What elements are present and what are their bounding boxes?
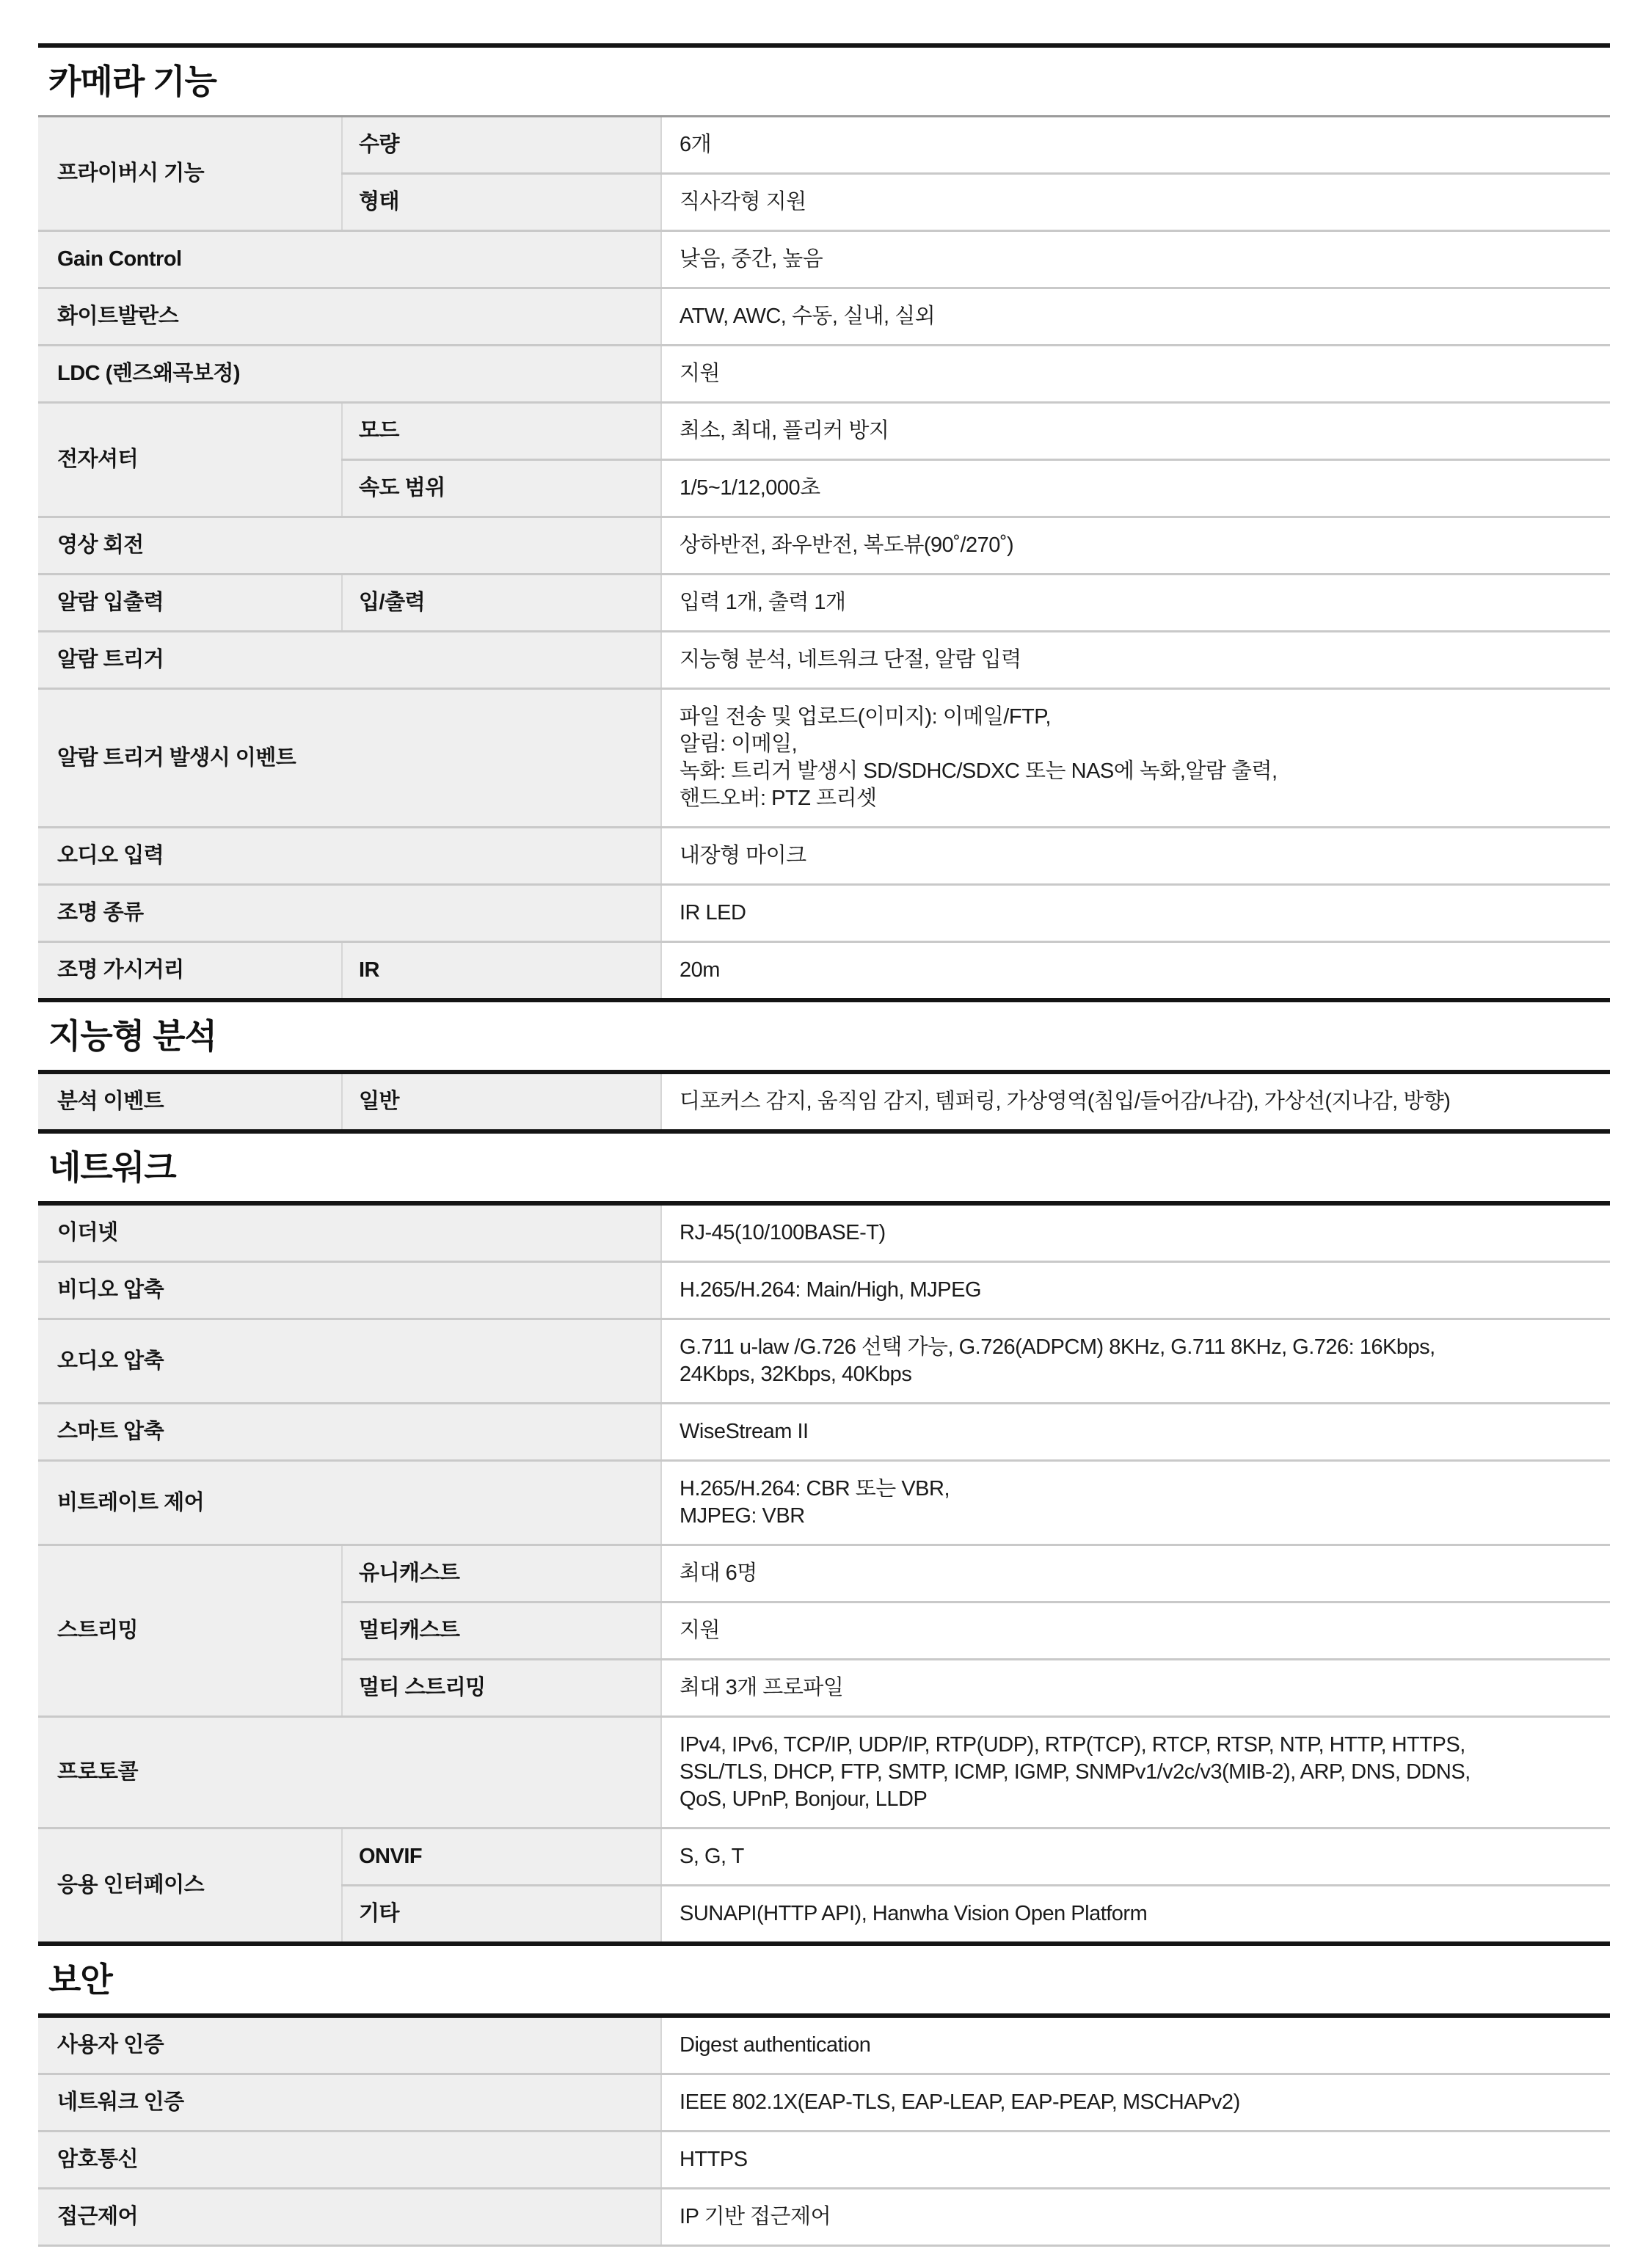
spec-label-cell: 오디오 입력 xyxy=(38,828,661,885)
spec-value-cell xyxy=(661,1319,1610,1404)
spec-row xyxy=(38,1319,1610,1404)
spec-label-cell: 영상 회전 xyxy=(38,517,661,575)
spec-label-cell: 오디오 압축 xyxy=(38,1319,661,1404)
spec-value-line: 지능형 분석, 네트워크 단절, 알람 입력 xyxy=(680,648,1021,671)
spec-value-line: 지원 xyxy=(680,362,721,385)
spec-value-line: ATW, AWC, 수동, 실내, 실외 xyxy=(680,305,936,328)
spec-label-cell: 알람 트리거 발생시 이벤트 xyxy=(38,689,661,828)
spec-value-line: 24Kbps, 32Kbps, 40Kbps xyxy=(680,1363,912,1386)
spec-row xyxy=(38,231,1610,288)
spec-label-cell: Gain Control xyxy=(38,231,661,288)
spec-sublabel-cell: ONVIF xyxy=(342,1828,661,1886)
spec-value-cell xyxy=(661,1404,1610,1461)
spec-value-cell xyxy=(661,575,1610,632)
spec-value-cell xyxy=(661,1602,1610,1660)
spec-value-cell xyxy=(661,174,1610,231)
section-title: 지능형 분석 xyxy=(48,1017,216,1055)
spec-sections xyxy=(38,59,1610,2247)
spec-row xyxy=(38,828,1610,885)
spec-value-cell xyxy=(661,1545,1610,1602)
spec-value-line: 직사각형 지원 xyxy=(680,190,806,214)
spec-label-cell: 스트리밍 xyxy=(38,1545,342,1717)
spec-value-line: HTTPS xyxy=(680,2148,748,2171)
spec-value-cell xyxy=(661,1262,1610,1319)
spec-label-cell: 스마트 압축 xyxy=(38,1404,661,1461)
section-title: 네트워크 xyxy=(48,1148,176,1186)
spec-value-cell xyxy=(661,2132,1610,2189)
spec-value-line: 녹화: 트리거 발생시 SD/SDHC/SDXC 또는 NAS에 녹화,알람 출력, xyxy=(680,759,1278,783)
spec-value-line: 6개 xyxy=(680,133,712,156)
spec-row xyxy=(38,1828,1610,1886)
spec-value-cell xyxy=(661,288,1610,346)
spec-value-line: 파일 전송 및 업로드(이미지): 이메일/FTP, xyxy=(680,705,1051,729)
spec-value-cell xyxy=(661,1203,1610,1262)
spec-label-cell: 이더넷 xyxy=(38,1203,661,1262)
spec-value-line: SUNAPI(HTTP API), Hanwha Vision Open Platform xyxy=(680,1902,1148,1925)
spec-value-line: 20m xyxy=(680,958,720,982)
spec-value-line: 최대 3개 프로파일 xyxy=(680,1676,844,1699)
spec-value-line: IPv4, IPv6, TCP/IP, UDP/IP, RTP(UDP), RTP(TCP), RTCP, RTSP, NTP, HTTP, HTTPS, xyxy=(680,1733,1465,1757)
spec-row xyxy=(38,2189,1610,2246)
spec-row xyxy=(38,288,1610,346)
spec-row xyxy=(38,1717,1610,1828)
spec-label-cell: 조명 종류 xyxy=(38,885,661,942)
spec-value-line: IEEE 802.1X(EAP-TLS, EAP-LEAP, EAP-PEAP, MSCHAPv2) xyxy=(680,2090,1240,2114)
spec-label-cell: 프라이버시 기능 xyxy=(38,117,342,231)
spec-value-line: 디포커스 감지, 움직임 감지, 템퍼링, 가상영역(침입/들어감/나감), 가상선(지나감, 방향) xyxy=(680,1090,1451,1113)
spec-row xyxy=(38,117,1610,174)
spec-value-line: 낮음, 중간, 높음 xyxy=(680,247,823,271)
spec-label-cell: 비트레이트 제어 xyxy=(38,1461,661,1545)
spec-label-cell: 화이트발란스 xyxy=(38,288,661,346)
spec-value-line: 내장형 마이크 xyxy=(680,844,806,867)
spec-row xyxy=(38,1545,1610,1602)
spec-label-cell: 응용 인터페이스 xyxy=(38,1828,342,1944)
spec-value-line: 최대 6명 xyxy=(680,1561,757,1585)
spec-value-cell xyxy=(661,346,1610,403)
spec-row xyxy=(38,1262,1610,1319)
spec-row xyxy=(38,1404,1610,1461)
spec-value-cell xyxy=(661,632,1610,689)
spec-value-cell xyxy=(661,1461,1610,1545)
section-title: 카메라 기능 xyxy=(48,62,216,101)
spec-value-line: 1/5~1/12,000초 xyxy=(680,476,820,500)
spec-value-line: 최소, 최대, 플리커 방지 xyxy=(680,419,889,442)
spec-value-cell xyxy=(661,828,1610,885)
spec-row xyxy=(38,885,1610,942)
spec-label-cell: 네트워크 인증 xyxy=(38,2074,661,2132)
spec-label-cell: 비디오 압축 xyxy=(38,1262,661,1319)
spec-document xyxy=(38,43,1610,2258)
spec-table xyxy=(38,2013,1610,2247)
spec-value-cell xyxy=(661,1828,1610,1886)
spec-sublabel-cell: IR xyxy=(342,942,661,1001)
spec-row xyxy=(38,2074,1610,2132)
section-title: 보안 xyxy=(48,1961,112,1999)
spec-label-cell: 알람 트리거 xyxy=(38,632,661,689)
spec-sublabel-cell: 속도 범위 xyxy=(342,460,661,517)
spec-sublabel-cell: 수량 xyxy=(342,117,661,174)
spec-value-cell xyxy=(661,2189,1610,2246)
spec-value-cell xyxy=(661,403,1610,460)
spec-label-cell: 분석 이벤트 xyxy=(38,1072,342,1131)
spec-row xyxy=(38,632,1610,689)
spec-sublabel-cell: 모드 xyxy=(342,403,661,460)
spec-value-line: 알림: 이메일, xyxy=(680,732,798,756)
spec-row xyxy=(38,2016,1610,2074)
spec-section-2 xyxy=(38,1145,1610,1946)
spec-row xyxy=(38,1203,1610,1262)
spec-value-cell xyxy=(661,117,1610,174)
spec-value-line: MJPEG: VBR xyxy=(680,1504,805,1528)
spec-value-line: H.265/H.264: Main/High, MJPEG xyxy=(680,1278,982,1302)
spec-row xyxy=(38,575,1610,632)
spec-value-cell xyxy=(661,1072,1610,1131)
spec-sublabel-cell: 일반 xyxy=(342,1072,661,1131)
spec-value-cell xyxy=(661,1886,1610,1944)
spec-section-1 xyxy=(38,1014,1610,1134)
spec-row xyxy=(38,942,1610,1001)
spec-value-cell xyxy=(661,689,1610,828)
spec-label-cell: 암호통신 xyxy=(38,2132,661,2189)
spec-row xyxy=(38,1072,1610,1131)
spec-sublabel-cell: 유니캐스트 xyxy=(342,1545,661,1602)
spec-value-cell xyxy=(661,1717,1610,1828)
spec-table xyxy=(38,1070,1610,1134)
spec-value-line: 입력 1개, 출력 1개 xyxy=(680,591,846,614)
spec-value-line: 상하반전, 좌우반전, 복도뷰(90˚/270˚) xyxy=(680,533,1014,557)
spec-row xyxy=(38,689,1610,828)
top-rule xyxy=(38,43,1610,48)
spec-value-cell xyxy=(661,942,1610,1001)
spec-sublabel-cell: 기타 xyxy=(342,1886,661,1944)
spec-label-cell: 프로토콜 xyxy=(38,1717,661,1828)
spec-value-line: S, G, T xyxy=(680,1845,744,1868)
spec-label-cell: 알람 입출력 xyxy=(38,575,342,632)
spec-value-cell xyxy=(661,460,1610,517)
spec-label-cell: 조명 가시거리 xyxy=(38,942,342,1001)
spec-value-line: Digest authentication xyxy=(680,2033,871,2057)
spec-value-cell xyxy=(661,231,1610,288)
spec-label-cell: 사용자 인증 xyxy=(38,2016,661,2074)
spec-section-3 xyxy=(38,1958,1610,2247)
spec-value-cell xyxy=(661,2074,1610,2132)
spec-table xyxy=(38,115,1610,1002)
spec-value-line: 핸드오버: PTZ 프리셋 xyxy=(680,787,877,810)
spec-row xyxy=(38,403,1610,460)
spec-value-line: IP 기반 접근제어 xyxy=(680,2205,831,2228)
spec-section-0 xyxy=(38,59,1610,1002)
spec-value-line: H.265/H.264: CBR 또는 VBR, xyxy=(680,1477,950,1501)
spec-label-cell: 접근제어 xyxy=(38,2189,661,2246)
spec-row xyxy=(38,1461,1610,1545)
spec-value-line: WiseStream II xyxy=(680,1420,809,1443)
spec-value-cell xyxy=(661,2016,1610,2074)
spec-row xyxy=(38,2132,1610,2189)
spec-row xyxy=(38,346,1610,403)
spec-value-line: SSL/TLS, DHCP, FTP, SMTP, ICMP, IGMP, SNMPv1/v2c/v3(MIB-2), ARP, DNS, DDNS, xyxy=(680,1760,1471,1784)
spec-value-line: QoS, UPnP, Bonjour, LLDP xyxy=(680,1787,928,1811)
spec-label-cell: 전자셔터 xyxy=(38,403,342,517)
spec-value-cell xyxy=(661,1660,1610,1717)
spec-label-cell: LDC (렌즈왜곡보정) xyxy=(38,346,661,403)
spec-value-cell xyxy=(661,885,1610,942)
spec-sublabel-cell: 형태 xyxy=(342,174,661,231)
spec-row xyxy=(38,517,1610,575)
spec-value-line: 지원 xyxy=(680,1619,721,1642)
spec-sublabel-cell: 멀티 스트리밍 xyxy=(342,1660,661,1717)
spec-value-line: G.711 u-law /G.726 선택 가능, G.726(ADPCM) 8KHz, G.711 8KHz, G.726: 16Kbps, xyxy=(680,1335,1435,1359)
spec-value-line: IR LED xyxy=(680,901,746,925)
spec-table xyxy=(38,1201,1610,1946)
spec-sublabel-cell: 멀티캐스트 xyxy=(342,1602,661,1660)
spec-value-line: RJ-45(10/100BASE-T) xyxy=(680,1221,886,1244)
spec-value-cell xyxy=(661,517,1610,575)
spec-sublabel-cell: 입/출력 xyxy=(342,575,661,632)
